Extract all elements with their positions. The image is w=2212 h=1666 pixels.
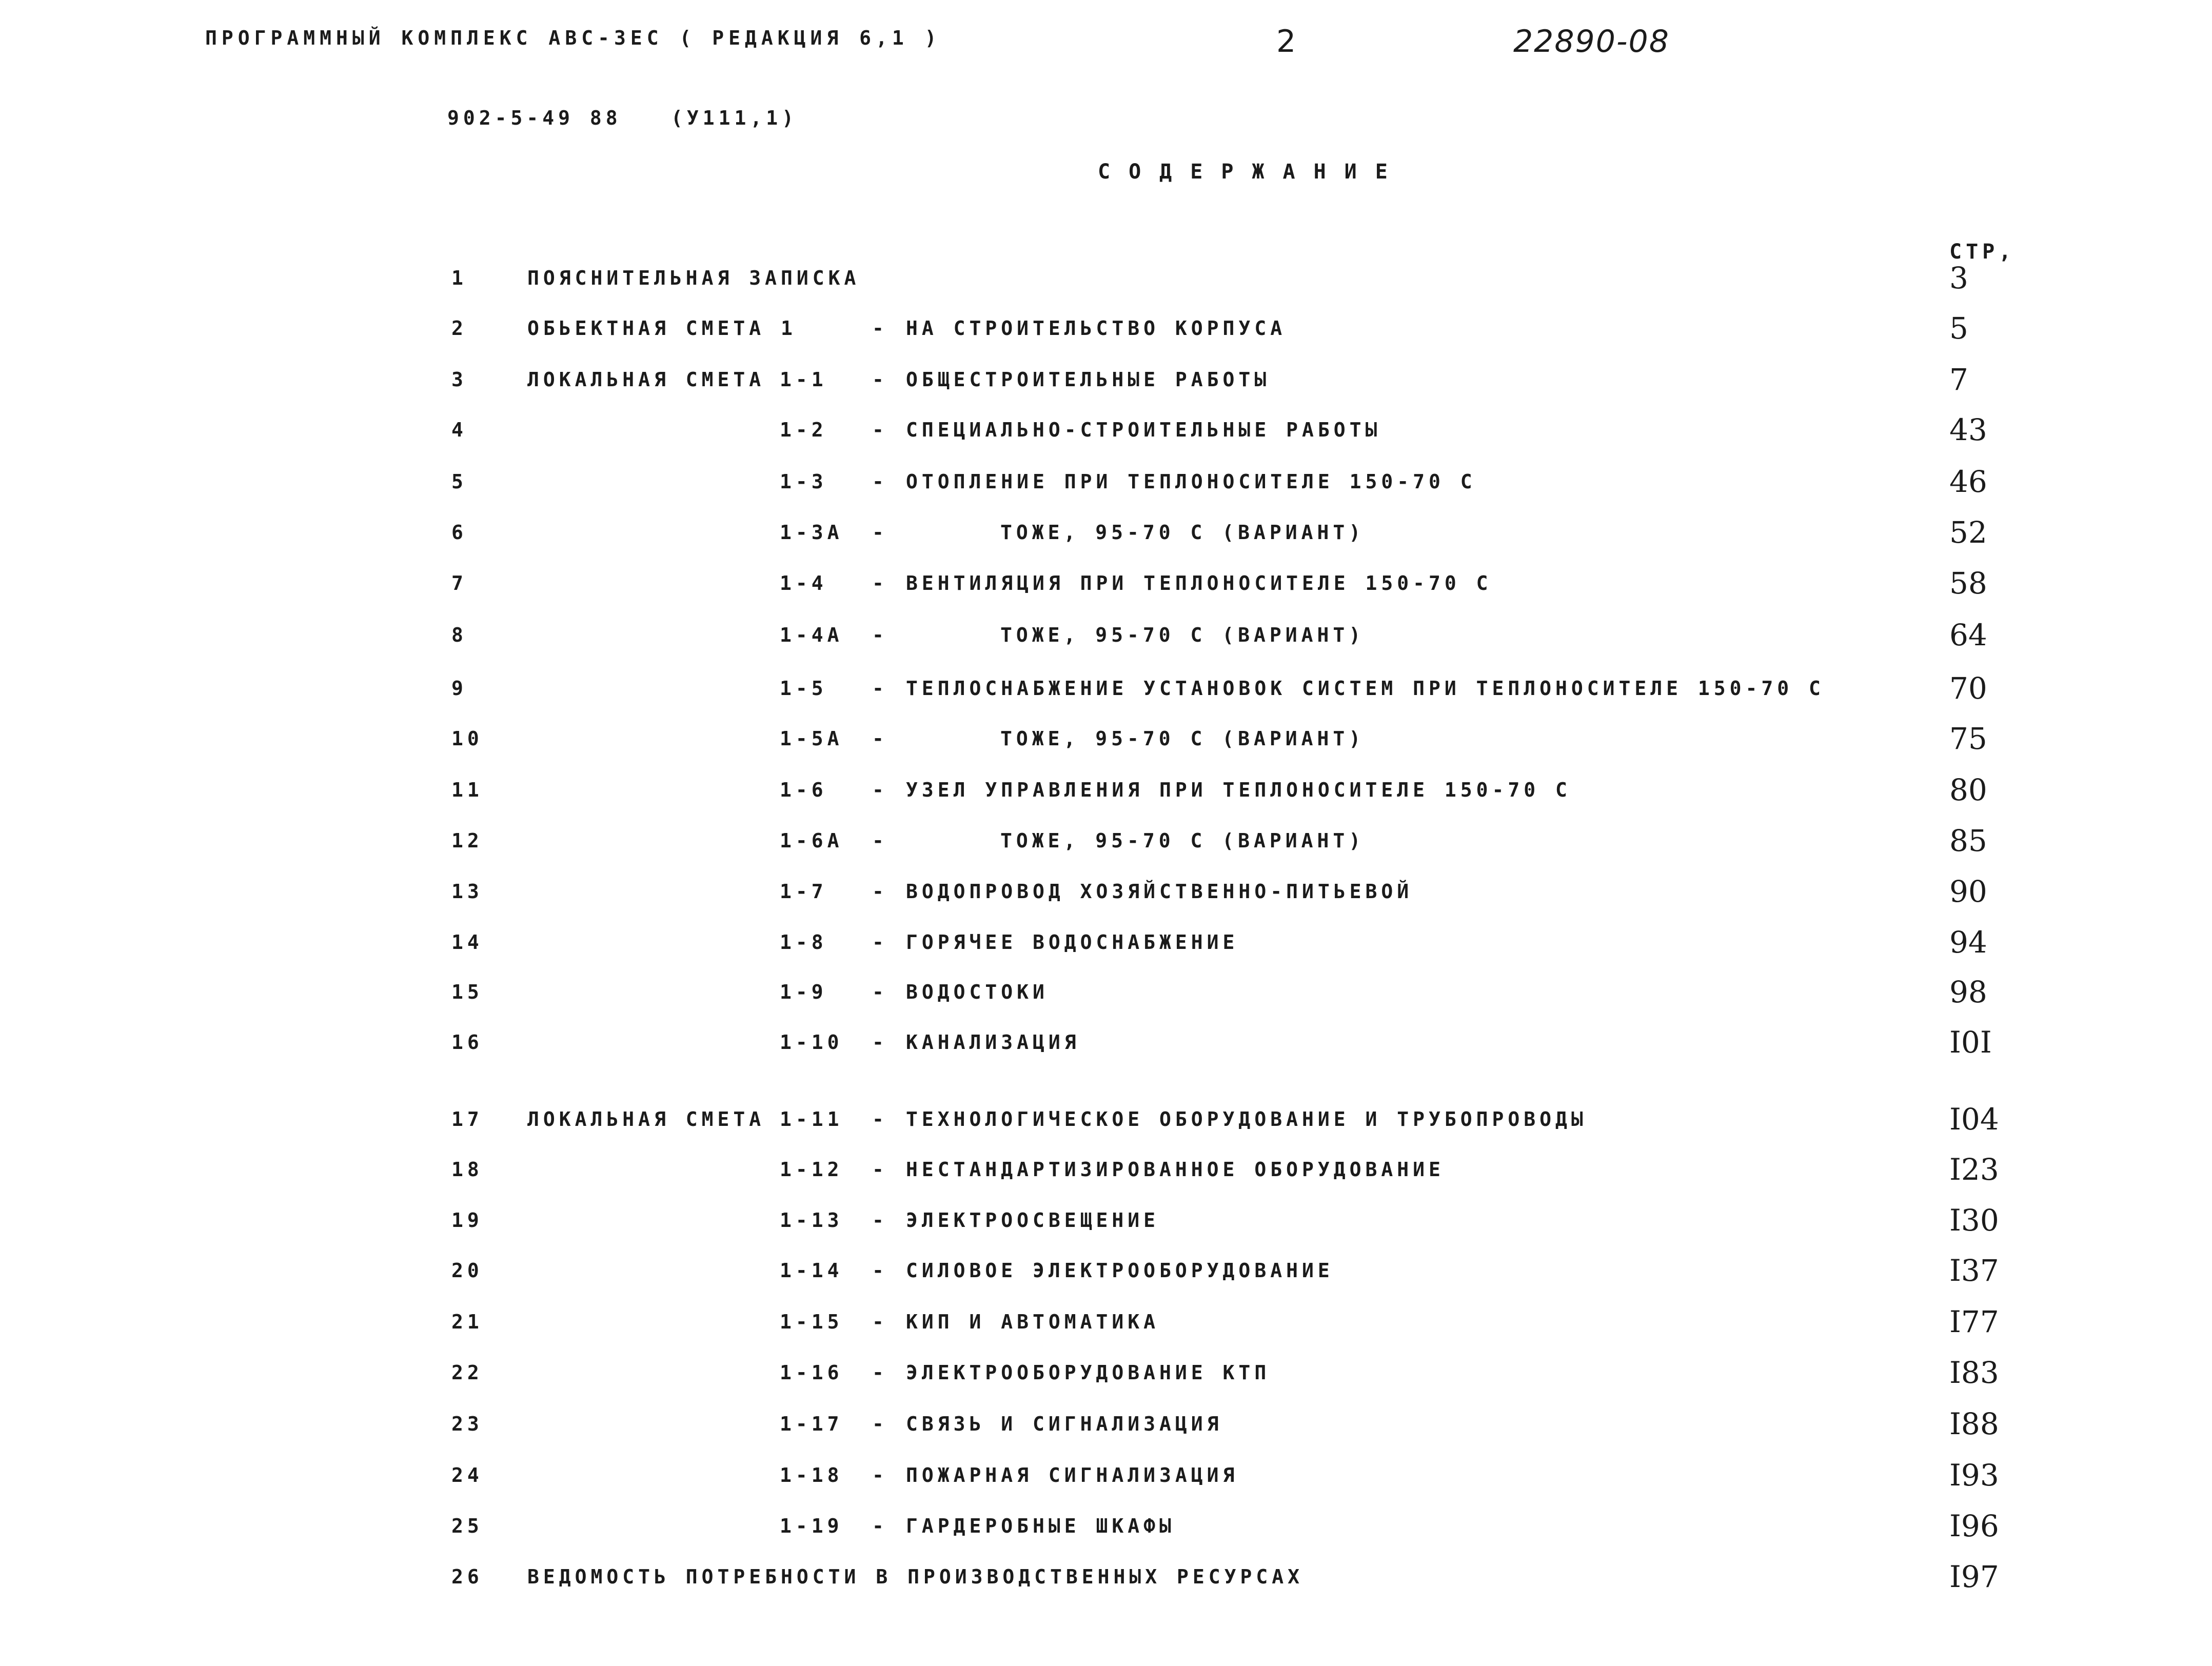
toc-row-title: УЗЕЛ УПРАВЛЕНИЯ ПРИ ТЕПЛОНОСИТЕЛЕ 150-70 С — [906, 779, 1571, 801]
toc-row-estimate-type: ВЕДОМОСТЬ ПОТРЕБНОСТИ В ПРОИЗВОДСТВЕННЫХ РЕСУРСАХ — [527, 1565, 1304, 1588]
toc-row — [0, 721, 2212, 758]
toc-row-page: 7 — [1949, 362, 1968, 397]
toc-row-title: ТЕПЛОСНАБЖЕНИЕ УСТАНОВОК СИСТЕМ ПРИ ТЕПЛОНОСИТЕЛЕ 150-70 С — [906, 677, 1825, 700]
toc-row-page: I97 — [1949, 1559, 1999, 1594]
toc-row-page: 43 — [1949, 412, 1987, 447]
toc-row-number: 14 — [451, 931, 483, 954]
toc-row-page: I23 — [1949, 1152, 1999, 1187]
toc-row-page: I04 — [1949, 1102, 1999, 1137]
toc-row-estimate-code: 1-4 — [780, 572, 827, 594]
toc-row — [0, 311, 2212, 348]
toc-row-dash: - — [872, 624, 888, 646]
toc-row-estimate-code: 1-2 — [780, 419, 827, 441]
toc-row-page: 64 — [1949, 618, 1987, 652]
toc-row-estimate-code: 1-6 — [780, 779, 827, 801]
toc-row-number: 16 — [451, 1031, 483, 1054]
toc-row — [0, 1102, 2212, 1139]
toc-row-title: ТОЖЕ, 95-70 С (ВАРИАНТ) — [1000, 521, 1365, 544]
toc-row — [0, 1355, 2212, 1392]
toc-row-number: 13 — [451, 880, 483, 903]
toc-row-estimate-code: 1-19 — [780, 1515, 843, 1537]
toc-row-number: 25 — [451, 1515, 483, 1537]
toc-title: СОДЕРЖАНИЕ — [1098, 160, 1406, 184]
toc-row-dash: - — [872, 572, 888, 594]
toc-row-dash: - — [872, 1515, 888, 1537]
toc-row-number: 23 — [451, 1413, 483, 1435]
toc-row-number: 4 — [451, 419, 467, 441]
toc-row-estimate-type: ЛОКАЛЬНАЯ СМЕТА — [527, 1108, 765, 1131]
toc-row-estimate-code: 1-17 — [780, 1413, 843, 1435]
toc-row-title: ОТОПЛЕНИЕ ПРИ ТЕПЛОНОСИТЕЛЕ 150-70 С — [906, 470, 1476, 493]
toc-row-dash: - — [872, 470, 888, 493]
toc-row-page: 80 — [1949, 772, 1987, 807]
toc-row-number: 12 — [451, 829, 483, 852]
toc-row-title: ЭЛЕКТРООБОРУДОВАНИЕ КТП — [906, 1361, 1271, 1384]
toc-row-number: 19 — [451, 1209, 483, 1232]
toc-row-dash: - — [872, 981, 888, 1003]
toc-row — [0, 823, 2212, 860]
toc-row-dash: - — [872, 1259, 888, 1282]
toc-row-dash: - — [872, 880, 888, 903]
toc-row — [0, 1152, 2212, 1189]
toc-row — [0, 464, 2212, 501]
toc-row-estimate-code: 1-5А — [780, 727, 843, 750]
toc-row-title: ТОЖЕ, 95-70 С (ВАРИАНТ) — [1000, 727, 1365, 750]
toc-row-number: 10 — [451, 727, 483, 750]
toc-row-number: 7 — [451, 572, 467, 594]
toc-row-number: 3 — [451, 368, 467, 391]
toc-row-dash: - — [872, 1031, 888, 1054]
toc-row-number: 2 — [451, 317, 467, 340]
toc-row-page: 46 — [1949, 464, 1987, 499]
toc-row-page: 85 — [1949, 823, 1987, 858]
project-code: 902-5-49 88 — [447, 107, 622, 129]
toc-row-page: 70 — [1949, 671, 1987, 706]
toc-row — [0, 874, 2212, 911]
toc-row-estimate-type: ПОЯСНИТЕЛЬНАЯ ЗАПИСКА — [527, 267, 860, 289]
toc-row — [0, 1458, 2212, 1495]
toc-row — [0, 1406, 2212, 1443]
toc-row-estimate-code: 1-13 — [780, 1209, 843, 1232]
toc-row — [0, 1559, 2212, 1596]
toc-row-estimate-code: 1-18 — [780, 1464, 843, 1486]
toc-row-page: I30 — [1949, 1203, 1999, 1238]
toc-row-estimate-code: 1-8 — [780, 931, 827, 954]
toc-row — [0, 618, 2212, 655]
toc-row-dash: - — [872, 1464, 888, 1486]
toc-row-dash: - — [872, 419, 888, 441]
toc-row-page: 94 — [1949, 925, 1987, 960]
toc-row-estimate-code: 1-1 — [780, 368, 827, 391]
toc-row-title: СПЕЦИАЛЬНО-СТРОИТЕЛЬНЫЕ РАБОТЫ — [906, 419, 1381, 441]
toc-row-title: ПОЖАРНАЯ СИГНАЛИЗАЦИЯ — [906, 1464, 1239, 1486]
toc-row-number: 20 — [451, 1259, 483, 1282]
toc-row — [0, 772, 2212, 809]
toc-row-title: НЕСТАНДАРТИЗИРОВАННОЕ ОБОРУДОВАНИЕ — [906, 1158, 1445, 1181]
toc-row-estimate-code: 1-14 — [780, 1259, 843, 1282]
toc-row-dash: - — [872, 1209, 888, 1232]
toc-row-number: 1 — [451, 267, 467, 289]
toc-row-estimate-type: ОБЬЕКТНАЯ СМЕТА 1 — [527, 317, 797, 340]
toc-row-estimate-code: 1-5 — [780, 677, 827, 700]
toc-row-page: 75 — [1949, 721, 1987, 756]
toc-row-dash: - — [872, 1361, 888, 1384]
toc-row-page: 90 — [1949, 874, 1987, 909]
toc-row-estimate-code: 1-15 — [780, 1311, 843, 1333]
toc-row-estimate-code: 1-7 — [780, 880, 827, 903]
toc-row-estimate-code: 1-12 — [780, 1158, 843, 1181]
toc-row-dash: - — [872, 677, 888, 700]
toc-row-estimate-code: 1-3 — [780, 470, 827, 493]
project-variant: (У111,1) — [671, 107, 798, 129]
toc-row-dash: - — [872, 931, 888, 954]
toc-row-page: I77 — [1949, 1304, 1999, 1339]
toc-row-title: ЭЛЕКТРООСВЕЩЕНИЕ — [906, 1209, 1160, 1232]
toc-row-title: ВОДОПРОВОД ХОЗЯЙСТВЕННО-ПИТЬЕВОЙ — [906, 880, 1413, 903]
toc-row-title: ТЕХНОЛОГИЧЕСКОЕ ОБОРУДОВАНИЕ И ТРУБОПРОВОДЫ — [906, 1108, 1587, 1131]
toc-row-dash: - — [872, 317, 888, 340]
toc-row-estimate-code: 1-4А — [780, 624, 843, 646]
toc-row-number: 22 — [451, 1361, 483, 1384]
toc-row-number: 26 — [451, 1565, 483, 1588]
toc-row-number: 11 — [451, 779, 483, 801]
toc-row-page: 98 — [1949, 975, 1987, 1009]
toc-row-estimate-code: 1-11 — [780, 1108, 843, 1131]
toc-row-title: КИП И АВТОМАТИКА — [906, 1311, 1160, 1333]
toc-row-title: СВЯЗЬ И СИГНАЛИЗАЦИЯ — [906, 1413, 1223, 1435]
toc-row — [0, 515, 2212, 552]
toc-row-dash: - — [872, 1311, 888, 1333]
toc-row-dash: - — [872, 829, 888, 852]
toc-row-number: 5 — [451, 470, 467, 493]
toc-row-dash: - — [872, 368, 888, 391]
toc-row — [0, 671, 2212, 708]
toc-row-number: 24 — [451, 1464, 483, 1486]
toc-row — [0, 566, 2212, 603]
toc-row-title: ВОДОСТОКИ — [906, 981, 1049, 1003]
toc-row-page: I37 — [1949, 1253, 1999, 1288]
toc-row-estimate-code: 1-16 — [780, 1361, 843, 1384]
toc-row-page: 5 — [1949, 311, 1968, 346]
toc-row-page: I96 — [1949, 1509, 1999, 1543]
toc-row-estimate-type: ЛОКАЛЬНАЯ СМЕТА — [527, 368, 765, 391]
toc-row-number: 6 — [451, 521, 467, 544]
toc-row-title: ВЕНТИЛЯЦИЯ ПРИ ТЕПЛОНОСИТЕЛЕ 150-70 С — [906, 572, 1492, 594]
toc-row-dash: - — [872, 521, 888, 544]
toc-row — [0, 975, 2212, 1012]
toc-row-number: 15 — [451, 981, 483, 1003]
toc-row-title: ТОЖЕ, 95-70 С (ВАРИАНТ) — [1000, 624, 1365, 646]
toc-row — [0, 1203, 2212, 1240]
toc-row-dash: - — [872, 1108, 888, 1131]
program-header: ПРОГРАММНЫЙ КОМПЛЕКС АВС-3ЕС ( РЕДАКЦИЯ 6,1 ) — [205, 27, 941, 49]
toc-row-title: ТОЖЕ, 95-70 С (ВАРИАНТ) — [1000, 829, 1365, 852]
toc-row — [0, 1025, 2212, 1062]
toc-row-page: 3 — [1949, 261, 1968, 295]
toc-row-page: I93 — [1949, 1458, 1999, 1493]
toc-row-page: 58 — [1949, 566, 1987, 601]
toc-row-number: 9 — [451, 677, 467, 700]
page-column-label: СТР, — [1949, 240, 2016, 264]
toc-row-number: 17 — [451, 1108, 483, 1131]
toc-row-dash: - — [872, 779, 888, 801]
toc-row-dash: - — [872, 1158, 888, 1181]
toc-row — [0, 1304, 2212, 1341]
toc-row — [0, 925, 2212, 962]
toc-row — [0, 1253, 2212, 1290]
page-number: 2 — [1276, 24, 1296, 60]
toc-row-number: 21 — [451, 1311, 483, 1333]
toc-row-title: ОБЩЕСТРОИТЕЛЬНЫЕ РАБОТЫ — [906, 368, 1271, 391]
toc-row-page: I88 — [1949, 1406, 1999, 1441]
toc-row-page: 52 — [1949, 515, 1987, 550]
toc-row-title: НА СТРОИТЕЛЬСТВО КОРПУСА — [906, 317, 1287, 340]
toc-row-title: ГАРДЕРОБНЫЕ ШКАФЫ — [906, 1515, 1175, 1537]
toc-row-title: ГОРЯЧЕЕ ВОДОСНАБЖЕНИЕ — [906, 931, 1239, 954]
toc-row-page: I0I — [1949, 1025, 1992, 1060]
toc-row-page: I83 — [1949, 1355, 1999, 1390]
toc-row-title: КАНАЛИЗАЦИЯ — [906, 1031, 1080, 1054]
toc-row-number: 8 — [451, 624, 467, 646]
toc-row-estimate-code: 1-10 — [780, 1031, 843, 1054]
toc-row — [0, 1509, 2212, 1545]
toc-row — [0, 362, 2212, 399]
toc-row — [0, 261, 2212, 298]
toc-row-estimate-code: 1-6А — [780, 829, 843, 852]
toc-row-estimate-code: 1-3А — [780, 521, 843, 544]
document-number: 22890-08 — [1513, 24, 1670, 60]
toc-row-title: СИЛОВОЕ ЭЛЕКТРООБОРУДОВАНИЕ — [906, 1259, 1334, 1282]
toc-row — [0, 412, 2212, 449]
toc-row-number: 18 — [451, 1158, 483, 1181]
toc-row-dash: - — [872, 727, 888, 750]
toc-row-estimate-code: 1-9 — [780, 981, 827, 1003]
toc-row-dash: - — [872, 1413, 888, 1435]
